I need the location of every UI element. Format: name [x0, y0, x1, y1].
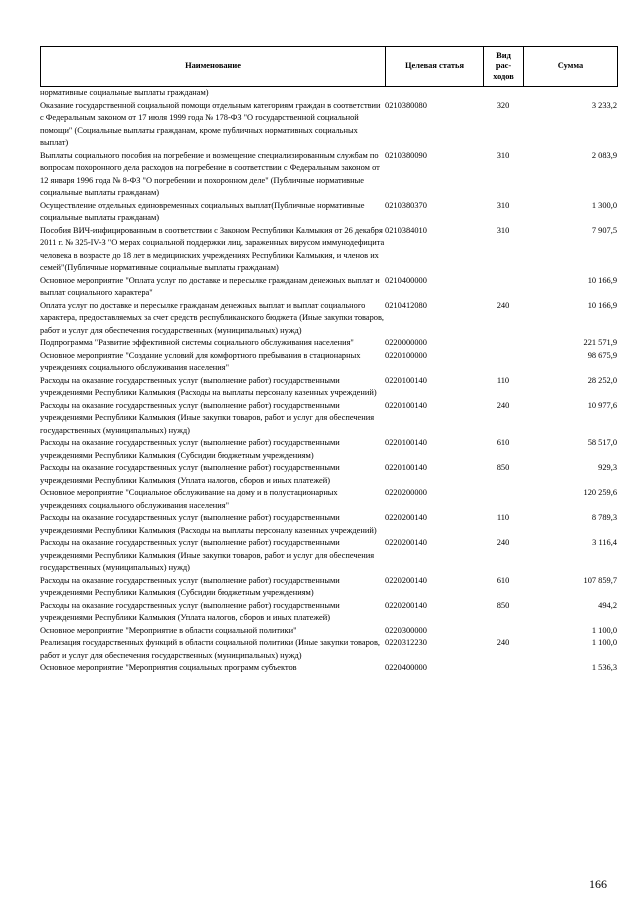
table-row — [40, 100, 617, 150]
row-kind — [483, 337, 523, 350]
row-kind — [483, 662, 523, 675]
header-code: Целевая статья — [386, 47, 484, 87]
row-name: Выплаты социального пособия на погребение и возмещение специализированным службам по вопросам похоронного дела расходов на погребение в соответствии с Федеральным законом от 12 января 1996 года № 8-ФЗ "О погребении и похоронном деле" (Публичные нормативные социальные выплаты гражданам) — [40, 150, 380, 197]
table-row — [40, 537, 617, 575]
row-code: 0220100140 — [385, 375, 427, 385]
row-sum: 494,2 — [598, 600, 617, 610]
row-sum: 8 789,3 — [591, 513, 617, 522]
row-name: Расходы на оказание государственных услуг (выполнение работ) государственными учреждениями Республики Калмыкия (Субсидии бюджетным учреждениям) — [40, 438, 340, 460]
table-row — [40, 637, 617, 662]
row-code: 0210384010 — [385, 225, 427, 235]
table-row — [40, 300, 617, 338]
table-header — [40, 46, 618, 87]
row-name: Осуществление отдельных единовременных социальных выплат(Публичные нормативные социальные выплаты гражданам) — [40, 200, 365, 222]
row-sum: 2 083,9 — [591, 150, 617, 160]
page-number: 166 — [589, 877, 607, 891]
row-sum: 58 517,0 — [587, 438, 617, 447]
row-name: нормативные социальные выплаты гражданам) — [40, 88, 209, 97]
row-code: 0220200140 — [385, 600, 427, 610]
row-kind: 240 — [496, 538, 510, 547]
table-row — [40, 662, 617, 675]
document-page — [40, 46, 617, 675]
table-row — [40, 200, 617, 225]
row-code: 0220100140 — [385, 463, 427, 472]
row-sum — [523, 87, 617, 100]
row-sum: 3 233,2 — [591, 100, 617, 110]
row-sum: 1 536,3 — [591, 663, 617, 672]
table-row — [40, 600, 617, 625]
header-kind-line3: ходов — [493, 71, 514, 81]
budget-table — [40, 87, 617, 675]
row-sum: 221 571,9 — [583, 338, 617, 347]
header-sum: Сумма — [524, 47, 618, 87]
row-name: Расходы на оказание государственных услуг (выполнение работ) государственными учреждениями Республики Калмыкия (Уплата налогов, сборов и иных платежей) — [40, 463, 340, 485]
row-kind: 110 — [496, 375, 510, 385]
row-sum: 28 252,0 — [587, 375, 617, 385]
row-kind: 610 — [496, 575, 510, 585]
row-kind: 850 — [496, 600, 510, 610]
row-name: Основное мероприятие "Мероприятие в области социальной политики" — [40, 625, 297, 635]
table-row — [40, 87, 617, 100]
table-row — [40, 575, 617, 600]
row-code: 0220200000 — [385, 488, 427, 497]
row-name: Основное мероприятие "Создание условий для комфортного пребывания в стационарных учреждениях социального обслуживания населения" — [40, 350, 361, 372]
header-kind-line2: рас- — [495, 61, 512, 71]
row-code: 0220000000 — [385, 338, 427, 347]
row-kind — [483, 275, 523, 300]
row-code: 0210400000 — [385, 275, 427, 285]
row-code: 0220400000 — [385, 663, 427, 672]
row-name: Расходы на оказание государственных услуг (выполнение работ) государственными учреждениями Республики Калмыкия (Расходы на выплаты персоналу казенных учреждений) — [40, 513, 377, 535]
row-code: 0220100140 — [385, 400, 427, 410]
row-sum: 10 166,9 — [587, 275, 617, 285]
row-code: 0210380090 — [385, 150, 427, 160]
row-name: Основное мероприятие "Оплата услуг по доставке и пересылке гражданам денежных выплат и выплат социального характера" — [40, 275, 380, 297]
table-row — [40, 337, 617, 350]
row-name: Основное мероприятие "Мероприятия социальных программ субъектов — [40, 663, 297, 672]
row-kind: 310 — [496, 225, 510, 235]
row-kind: 240 — [496, 300, 510, 310]
table-row — [40, 350, 617, 375]
row-code: 0220312230 — [385, 638, 427, 647]
header-kind-line1: Вид — [496, 50, 511, 60]
row-kind: 610 — [496, 438, 510, 447]
row-sum: 107 859,7 — [583, 575, 617, 585]
row-sum: 10 166,9 — [587, 300, 617, 310]
row-sum: 1 100,0 — [591, 625, 617, 635]
row-kind — [483, 350, 523, 375]
table-row — [40, 625, 617, 638]
row-name: Расходы на оказание государственных услуг (выполнение работ) государственными учреждениями Республики Калмыкия (Уплата налогов, сборов и иных платежей) — [40, 600, 340, 622]
row-kind — [483, 487, 523, 512]
row-name: Подпрограмма "Развитие эффективной системы социального обслуживания населения" — [40, 338, 354, 347]
row-name: Пособия ВИЧ-инфицированным в соответствии с Законом Республики Калмыкия от 26 декабря 2011 г. № 325-IV-З "О мерах социальной поддержки лиц, зараженных вирусом иммунодефицита человека в возрасте до 18 лет в медицинских учреждениях Республики Калмыкия, и членов их семей"(Публичные нормативные социальные выплаты гражданам) — [40, 225, 385, 272]
table-row — [40, 400, 617, 438]
table-row — [40, 225, 617, 275]
row-name: Реализация государственных функций в области социальной политики (Иные закупки товаров, работ и услуг для обеспечения государственных (муниципальных) нужд) — [40, 638, 380, 660]
row-sum: 3 116,4 — [592, 538, 617, 547]
row-code: 0210380080 — [385, 100, 427, 110]
row-kind: 240 — [496, 400, 510, 410]
row-kind: 240 — [496, 638, 510, 647]
row-kind: 310 — [496, 200, 510, 210]
header-kind — [484, 47, 524, 87]
row-kind — [483, 625, 523, 638]
row-kind: 110 — [496, 513, 510, 522]
row-code: 0220200140 — [385, 513, 427, 522]
row-code: 0220100000 — [385, 350, 427, 360]
row-name: Оплата услуг по доставке и пересылке гражданам денежных выплат и выплат социального характера, предоставляемых за счет средств республиканского бюджета (Иные закупки товаров, работ и услуг для обеспечения государственных (муниципальных) нужд) — [40, 300, 384, 335]
row-name: Расходы на оказание государственных услуг (выполнение работ) государственными учреждениями Республики Калмыкия (Иные закупки товаров, работ и услуг для обеспечения государственных (муниципальных) нужд) — [40, 538, 375, 572]
row-sum: 120 259,6 — [583, 488, 617, 497]
header-name: Наименование — [41, 47, 386, 87]
row-code — [385, 87, 483, 100]
row-sum: 1 300,0 — [591, 200, 617, 210]
row-name: Оказание государственной социальной помощи отдельным категориям граждан в соответствии с Федеральным законом от 17 июля 1999 года № 178-ФЗ "О государственной социальной помощи" (Социальные выплаты гражданам, кроме публичных нормативных социальных выплат) — [40, 100, 381, 147]
table-row — [40, 512, 617, 537]
row-kind: 320 — [496, 100, 510, 110]
row-code: 0210412080 — [385, 300, 427, 310]
row-code: 0210380370 — [385, 200, 427, 210]
row-sum: 10 977,6 — [587, 400, 617, 410]
row-name: Основное мероприятие "Социальное обслуживание на дому и в полустационарных учреждениях социального обслуживания населения" — [40, 488, 338, 510]
row-sum: 98 675,9 — [587, 350, 617, 360]
row-name: Расходы на оказание государственных услуг (выполнение работ) государственными учреждениями Республики Калмыкия (Иные закупки товаров, работ и услуг для обеспечения государственных (муниципальных) нужд) — [40, 400, 375, 435]
table-row — [40, 462, 617, 487]
row-sum: 7 907,5 — [591, 225, 617, 235]
row-sum: 929,3 — [598, 463, 617, 472]
row-code: 0220200140 — [385, 538, 427, 547]
row-kind — [483, 87, 523, 100]
row-name: Расходы на оказание государственных услуг (выполнение работ) государственными учреждениями Республики Калмыкия (Расходы на выплаты персоналу казенных учреждений) — [40, 375, 377, 397]
table-row — [40, 275, 617, 300]
table-row — [40, 150, 617, 200]
row-kind: 850 — [496, 463, 510, 472]
row-name: Расходы на оказание государственных услуг (выполнение работ) государственными учреждениями Республики Калмыкия (Субсидии бюджетным учреждениям) — [40, 575, 340, 597]
row-code: 0220200140 — [385, 575, 427, 585]
row-code: 0220300000 — [385, 625, 427, 635]
row-sum: 1 100,0 — [591, 638, 617, 647]
row-code: 0220100140 — [385, 438, 427, 447]
row-kind: 310 — [496, 150, 510, 160]
table-row — [40, 375, 617, 400]
table-row — [40, 437, 617, 462]
table-row — [40, 487, 617, 512]
